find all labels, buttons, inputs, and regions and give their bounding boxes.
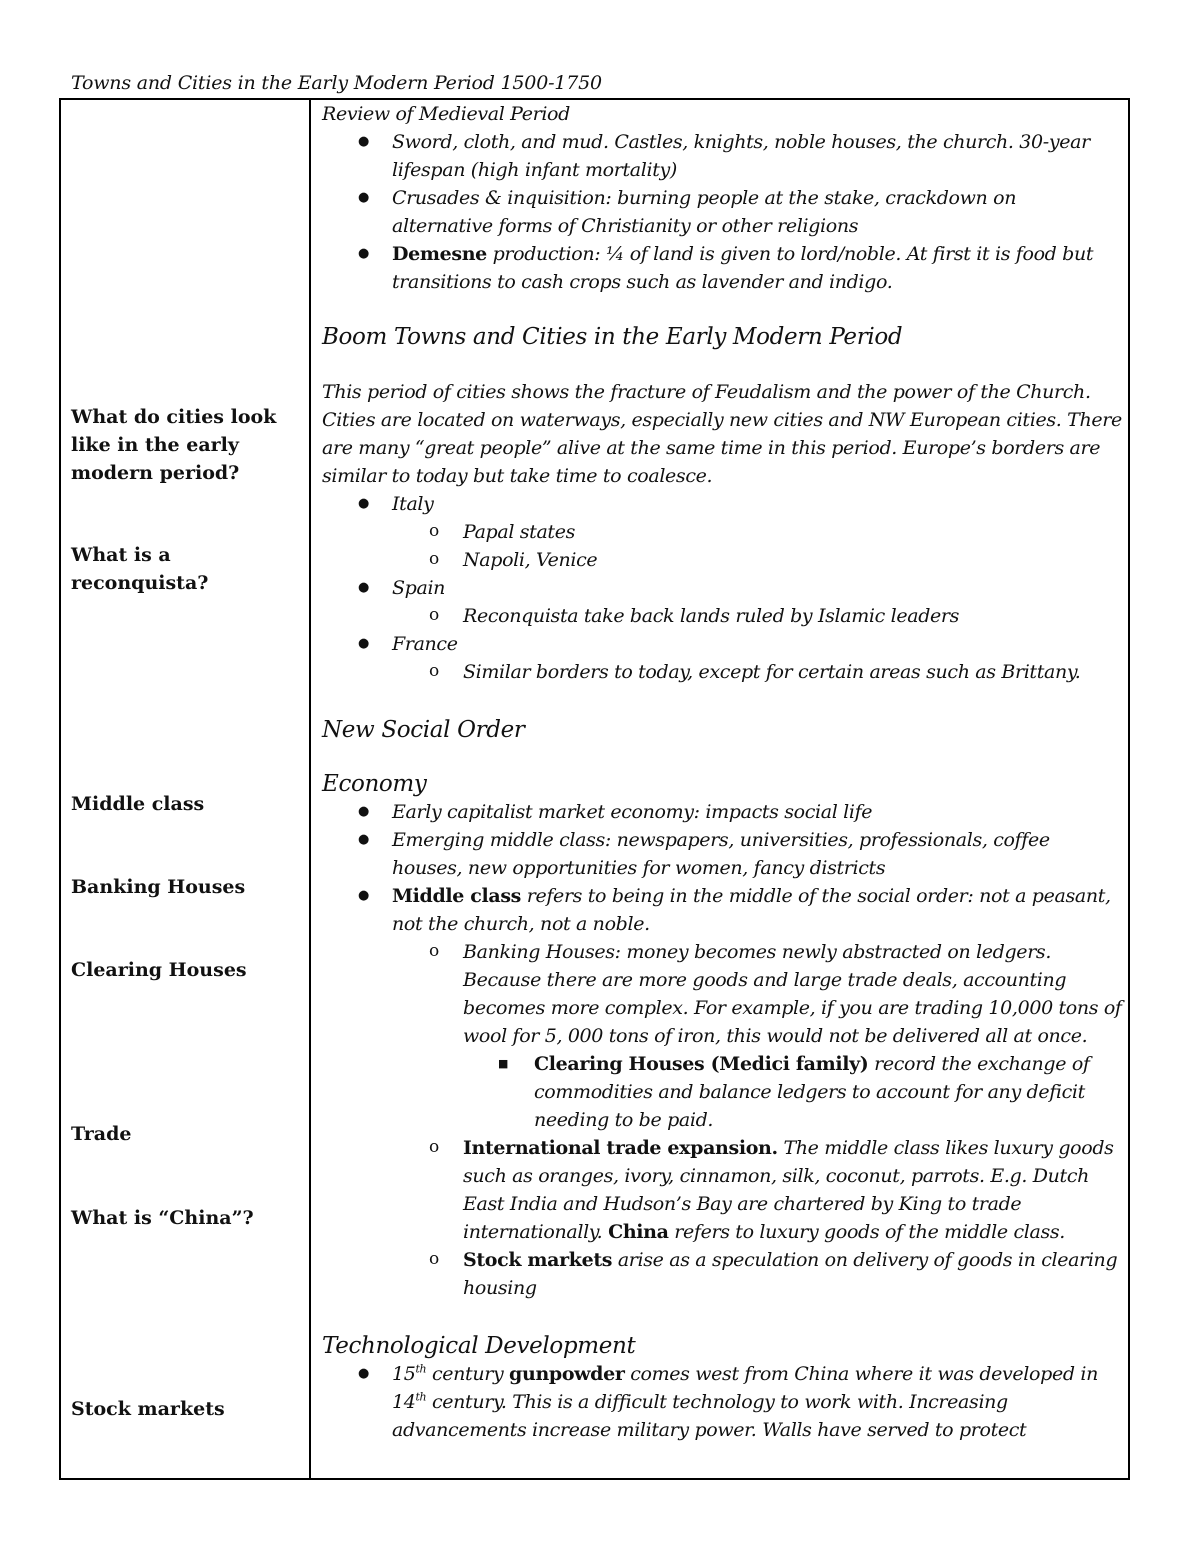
list-item: ● Crusades & inquisition: burning people at the stake, crackdown on alternative forms of Christianity or other religions [322,184,1122,240]
term-china: China [608,1221,669,1243]
notes-column [322,100,1122,1444]
cue-clearing-houses: Clearing Houses [71,959,247,981]
list-item: ● Italy [322,490,1122,518]
list-item: ● France [322,630,1122,658]
list-item: ● 15th century gunpowder comes west from China where it was developed in 14th century. This is a difficult technology to work with. Increasing advancements increase military power. Walls have served to protect [322,1360,1122,1444]
economy-heading: Economy [322,771,427,797]
cue-china: What is “China”? [71,1207,254,1229]
cue-reconquista: What is a reconquista? [71,544,209,594]
tech-heading: Technological Development [322,1333,636,1359]
cue-cities: What do cities look like in the early modern period? [71,406,277,484]
list-item: o Similar borders to today, except for certain areas such as Brittany. [322,658,1122,686]
term-demesne: Demesne [392,243,487,265]
list-item: ● Spain [322,574,1122,602]
boom-paragraph: This period of cities shows the fracture of Feudalism and the power of the Church. Cities are located on waterways, especially new cities and NW European cities. There are many “great people” alive at the same time in this period. Europe’s borders are similar to today but take time to coalesce. [322,381,1122,487]
list-item: ● Early capitalist market economy: impacts social life [322,798,1122,826]
cue-stock-markets: Stock markets [71,1398,225,1420]
list-item: o Papal states [322,518,1122,546]
term-middle-class: Middle class [392,885,522,907]
list-item: o Stock markets arise as a speculation on delivery of goods in clearing housing [322,1246,1122,1302]
term-clearing-houses: Clearing Houses (Medici family) [534,1053,869,1075]
list-item: ● Middle class refers to being in the middle of the social order: not a peasant, not the church, not a noble. [322,882,1122,938]
cue-banking-houses: Banking Houses [71,876,246,898]
list-item: ■ Clearing Houses (Medici family) record the exchange of commodities and balance ledgers to account for any deficit needing to be paid. [322,1050,1122,1134]
list-item: ● Demesne production: ¼ of land is given to lord/noble. At first it is food but transitions to cash crops such as lavender and indigo. [322,240,1122,296]
tech-list [322,1360,1122,1444]
list-item: o Reconquista take back lands ruled by Islamic leaders [322,602,1122,630]
boom-heading: Boom Towns and Cities in the Early Modern Period [322,324,903,350]
cue-trade: Trade [71,1123,132,1145]
term-stock-markets: Stock markets [463,1249,613,1271]
list-item: o Napoli, Venice [322,546,1122,574]
list-item: o Banking Houses: money becomes newly abstracted on ledgers. Because there are more goods and large trade deals, accounting becomes more complex. For example, if you are trading 10,000 tons of wool for 5, 000 tons of iron, this would not be delivered all at once. [322,938,1122,1050]
document-title: Towns and Cities in the Early Modern Period 1500-1750 [71,72,602,94]
economy-list [322,798,1122,1302]
term-gunpowder: gunpowder [509,1363,625,1385]
list-item: ● Sword, cloth, and mud. Castles, knights, noble houses, the church. 30-year lifespan (high infant mortality) [322,128,1122,184]
social-heading: New Social Order [322,717,525,743]
boom-list [322,490,1122,686]
cue-middle-class: Middle class [71,793,205,815]
review-heading: Review of Medieval Period [322,103,570,125]
column-divider [309,100,311,1478]
notes-table [59,98,1130,1480]
review-list [322,128,1122,296]
term-trade: International trade expansion. [463,1137,778,1159]
list-item: o International trade expansion. The middle class likes luxury goods such as oranges, ivory, cinnamon, silk, coconut, parrots. E.g. Dutch East India and Hudson’s Bay are chartered by King to trade internationally. China refers to luxury goods of the middle class. [322,1134,1122,1246]
list-item: ● Emerging middle class: newspapers, universities, professionals, coffee houses, new opportunities for women, fancy districts [322,826,1122,882]
